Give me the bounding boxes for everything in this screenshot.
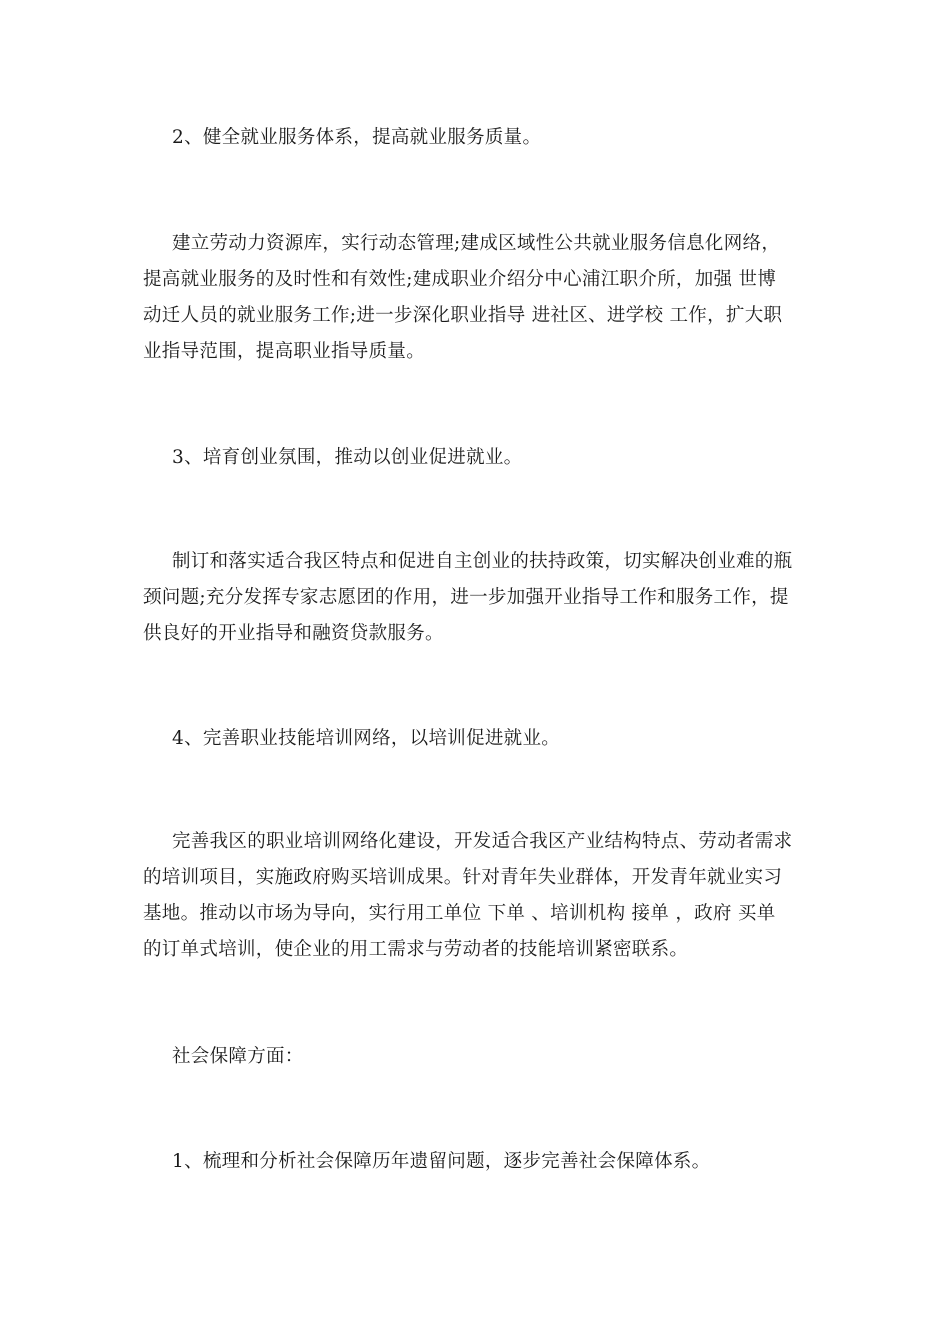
paragraph-line: 建立劳动力资源库，实行动态管理;建成区域性公共就业服务信息化网络，: [172, 233, 781, 254]
heading-item-2: 2、健全就业服务体系，提高就业服务质量。: [172, 127, 542, 148]
paragraph-line: 提高就业服务的及时性和有效性;建成职业介绍分中心浦江职介所，加强 世博: [143, 269, 777, 290]
heading-item-3: 3、培育创业氛围，推动以创业促进就业。: [172, 447, 523, 468]
section-title: 社会保障方面：: [172, 1046, 304, 1067]
paragraph-line: 颈问题;充分发挥专家志愿团的作用，进一步加强开业指导工作和服务工作，提: [143, 587, 789, 608]
paragraph-line: 制订和落实适合我区特点和促进自主创业的扶持政策，切实解决创业难的瓶: [172, 551, 793, 572]
paragraph-line: 动迁人员的就业服务工作;进一步深化职业指导 进社区、进学校 工作，扩大职: [143, 305, 783, 326]
paragraph-line: 完善我区的职业培训网络化建设，开发适合我区产业结构特点、劳动者需求: [172, 831, 793, 852]
paragraph-line: 的培训项目，实施政府购买培训成果。针对青年失业群体，开发青年就业实习: [143, 867, 783, 888]
paragraph-line: 供良好的开业指导和融资贷款服务。: [143, 623, 444, 644]
heading-item-s1: 1、梳理和分析社会保障历年遗留问题，逐步完善社会保障体系。: [172, 1151, 711, 1172]
paragraph-line: 的订单式培训，使企业的用工需求与劳动者的技能培训紧密联系。: [143, 939, 689, 960]
heading-item-4: 4、完善职业技能培训网络，以培训促进就业。: [172, 728, 561, 749]
paragraph-line: 业指导范围，提高职业指导质量。: [143, 341, 426, 362]
paragraph-line: 基地。推动以市场为导向，实行用工单位 下单 、培训机构 接单 ，政府 买单: [143, 903, 776, 924]
